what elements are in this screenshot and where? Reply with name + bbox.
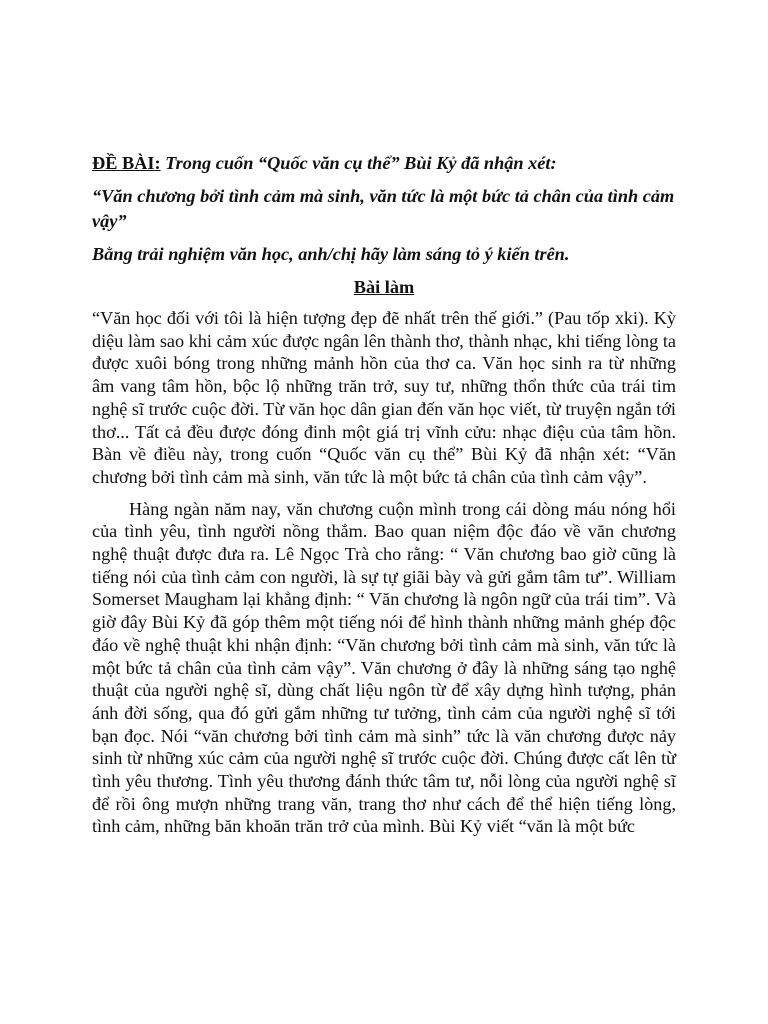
essay-title: Bài làm	[353, 277, 415, 297]
essay-paragraph-2: Hàng ngàn năm nay, văn chương cuộn mình trong cái dòng máu nóng hổi của tình yêu, tình người nồng thắm. Bao quan niệm độc đáo về văn chương nghệ thuật được đưa ra. Lê Ngọc Trà cho rằng: “ Văn chương bao giờ cũng là tiếng nói của tình cảm con người, là sự tự giãi bày và gửi gắm tâm tư”. William Somerset Maugham lại khẳng định: “ Văn chương là ngôn ngữ của trái tim”. Và giờ đây Bùi Kỷ đã góp thêm một tiếng nói để hình thành những mảnh ghép độc đáo về nghệ thuật khi nhận định: “Văn chương bởi tình cảm mà sinh, văn tức là một bức tả chân của tình cảm vậy”. Văn chương ở đây là những sáng tạo nghệ thuật của người nghệ sĩ, dùng chất liệu ngôn từ để xây dựng hình tượng, phản ánh đời sống, qua đó gửi gắm những tư tưởng, tình cảm của người nghệ sĩ tới bạn đọc. Nói “văn chương bởi tình cảm mà sinh” tức là văn chương được nảy sinh từ những xúc cảm của người nghệ sĩ trước cuộc đời. Chúng được cất lên từ tình yêu thương. Tình yêu thương đánh thức tâm tư, nỗi lòng của người nghệ sĩ để rồi ông mượn những trang văn, trang thơ như cách để thể hiện tiếng lòng, tình cảm, những băn khoăn trăn trở của mình. Bùi Kỷ viết “văn là một bức	[92, 498, 676, 837]
essay-paragraph-1: “Văn học đối với tôi là hiện tượng đẹp đẽ nhất trên thế giới.” (Pau tốp xki). Kỳ diệu làm sao khi cảm xúc được ngân lên thành thơ, thành nhạc, khi tiếng lòng ta được xuôi bóng trong những mảnh hồn của thơ ca. Văn học sinh ra từ những âm vang tâm hồn, bộc lộ những trăn trở, suy tư, những thổn thức của trái tim nghệ sĩ trước cuộc đời. Từ văn học dân gian đến văn học viết, từ truyện ngắn tới thơ... Tất cả đều được đóng đinh một giá trị vĩnh cửu: nhạc điệu của tâm hồn. Bàn về điều này, trong cuốn “Quốc văn cụ thể” Bùi Kỷ đã nhận xét: “Văn chương bởi tình cảm mà sinh, văn tức là một bức tả chân của tình cảm vậy”.	[92, 308, 676, 487]
prompt-task: Bằng trải nghiệm văn học, anh/chị hãy làm sáng tỏ ý kiến trên.	[92, 244, 570, 264]
prompt-quote: “Văn chương bởi tình cảm mà sinh, văn tức là một bức tả chân của tình cảm vậy”	[92, 186, 675, 231]
prompt-label: ĐỀ BÀI:	[92, 153, 161, 173]
document-body	[92, 151, 676, 847]
prompt-intro: Trong cuốn “Quốc văn cụ thể” Bùi Kỷ đã nhận xét:	[160, 153, 557, 173]
prompt-heading	[92, 151, 676, 176]
